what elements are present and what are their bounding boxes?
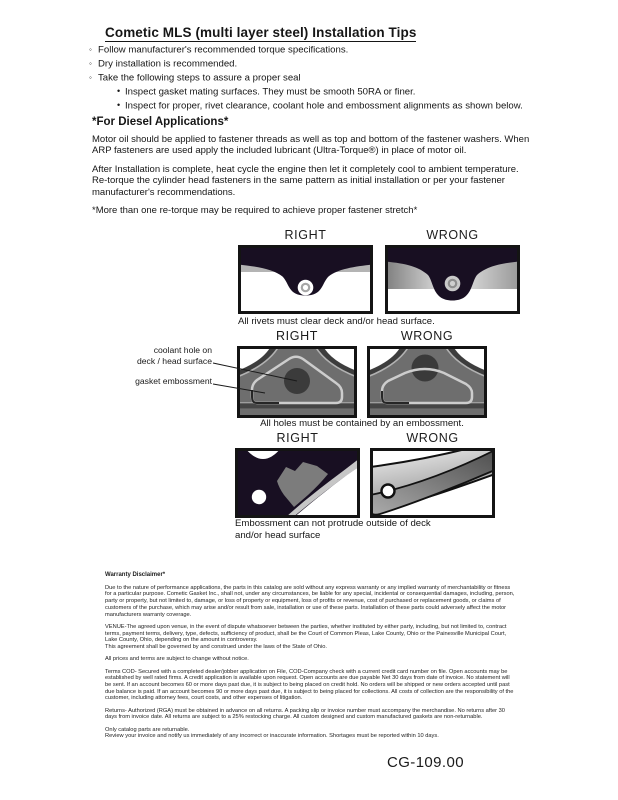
- diesel-paragraph-2: After Installation is complete, heat cycle the engine then let it completely cool to ambient temperature. Re-torque the cylinder head fasteners in the same pattern as initial installation or per your fastener manufacturer's recommendations.: [92, 164, 519, 198]
- legal-paragraph-catalog: [105, 727, 517, 740]
- legal-paragraph-warranty: Due to the nature of performance applications, the parts in this catalog are sold without any express warranty or any implied warranty of merchantability or fitness for a particular purpose. Cometic Gasket Inc., shall not, under any circumstances, be liable for any special, incidental or consequential damages, including, person, party or property, but not limited to, damage, or loss of property or equipment, loss of profits or revenue, cost of purchased or replacement goods, or claims of customers of the purchase, which may arise and/or result from sale, installation or use of these parts. Installation of these parts could adversely affect the motor manufacturers warranty coverage.: [105, 584, 515, 618]
- bullet-item: [89, 43, 549, 57]
- bullet-text: Follow manufacturer's recommended torque specifications.: [98, 44, 349, 56]
- hole-wrong-column: [367, 330, 487, 418]
- rivet-wrong-diagram: [385, 245, 520, 314]
- right-label: RIGHT: [284, 228, 327, 242]
- bullet-icon: ◦: [89, 72, 92, 82]
- legal-invoice-text: Review your invoice and notify us immediately of any incorrect or inaccurate information. Shortages must be reported within 10 days.: [105, 733, 439, 740]
- sub-bullet-text: Inspect for proper, rivet clearance, coolant hole and embossment alignments as shown below.: [125, 100, 523, 112]
- dot-bullet-icon: •: [117, 99, 121, 110]
- sub-bullet-item: [89, 99, 549, 113]
- legal-catalog-text: Only catalog parts are returnable.: [105, 726, 190, 733]
- legal-paragraph-prices: All prices and terms are subject to change without notice.: [105, 656, 249, 663]
- bullet-icon: ◦: [89, 45, 92, 54]
- hole-wrong-diagram: [367, 346, 487, 418]
- legal-paragraph-terms: Terms COD- Secured with a completed dealer/jobber application on File, COD-Company check with a current credit card number on file. Open accounts may be established by well rated firms. A credit application is available upon request. Open accounts are due payable Net 30 days from date of invoice. No statement will be sent. If an account becomes 60 or more days past due, it is subject to being placed on credit hold. No orders will be shipped or new orders accepted until past due balance is paid. If an account becomes 90 or more days past due, it is subject to being placed for collections. All costs of collection are the responsibility of the customer, including attorney fees, court costs, and other expenses of litigation.: [105, 668, 514, 702]
- sub-bullet-item: [89, 85, 549, 99]
- sub-bullet-text: Inspect gasket mating surfaces. They must be smooth 50RA or finer.: [125, 86, 416, 98]
- legal-paragraph-venue: [105, 624, 517, 651]
- wrong-label: WRONG: [406, 431, 459, 445]
- caption-embossment: Embossment can not protrude outside of deck and/or head surface: [235, 518, 431, 541]
- retorque-note: *More than one re-torque may be required to achieve proper fastener stretch*: [92, 205, 418, 216]
- diagram-row-embossment: [235, 432, 495, 518]
- annotation-line: coolant hole on: [153, 345, 212, 355]
- annotation-coolant-hole-label: [104, 345, 212, 367]
- bullet-text: Take the following steps to assure a proper seal: [98, 72, 301, 84]
- legal-venue-text: VENUE-The agreed upon venue, in the event of dispute whatsoever between the parties, whether instituted by either party, including, but not limited to, contract terms, payment terms, delivery, type, defects, sufficiency of product, shall be the Court of Common Pleas, Lake County, Ohio or the Painesville Municipal Court, Lake County, Ohio, depending on the amount in controversy.: [105, 623, 507, 644]
- legal-section: [105, 572, 517, 746]
- bullet-item: [89, 57, 549, 71]
- tips-list: [89, 43, 549, 113]
- bullet-item: [89, 71, 549, 85]
- legal-paragraph-returns: Returns- Authorized (RGA) must be obtained in advance on all returns. A packing slip or invoice number must accompany the merchandise. No returns after 30 days from invoice date. All returns are subject to a 25% restocking charge. All custom designed and custom manufactured gaskets are non-returnable.: [105, 707, 505, 721]
- right-label: RIGHT: [276, 431, 319, 445]
- caption-holes: All holes must be contained by an embossment.: [260, 418, 464, 429]
- annotation-gasket-embossment-label: gasket embossment: [135, 376, 212, 386]
- annotation-leader-lines: [205, 355, 305, 400]
- diesel-section-heading: *For Diesel Applications*: [92, 116, 229, 128]
- diagram-row-rivets: [238, 229, 520, 314]
- wrong-label: WRONG: [400, 329, 454, 343]
- embossment-wrong-column: [370, 432, 495, 518]
- rivet-wrong-column: [385, 229, 520, 314]
- diesel-paragraph-1: Motor oil should be applied to fastener threads as well as top and bottom of the fastener washers. When ARP fasteners are used apply the included lubricant (Ultra-Torque®) in place of motor oil.: [92, 134, 530, 157]
- bullet-icon: ◦: [89, 58, 92, 68]
- legal-heading: Warranty Disclaimer*: [105, 572, 166, 578]
- rivet-right-column: [238, 229, 373, 314]
- right-label: RIGHT: [276, 329, 318, 343]
- dot-bullet-icon: •: [117, 85, 121, 96]
- annotation-line: deck / head surface: [136, 356, 212, 366]
- page-title: Cometic MLS (multi layer steel) Installation Tips: [105, 25, 417, 40]
- legal-governing-law-text: This agreement shall be governed by and construed under the laws of the State of Ohio.: [105, 643, 327, 650]
- bullet-text: Dry installation is recommended.: [98, 58, 238, 70]
- embossment-wrong-diagram: [370, 448, 495, 518]
- page-code: CG-109.00: [387, 754, 464, 771]
- rivet-right-diagram: [238, 245, 373, 314]
- wrong-label: WRONG: [426, 228, 479, 242]
- embossment-right-column: [235, 432, 360, 518]
- caption-rivets: All rivets must clear deck and/or head surface.: [238, 316, 435, 327]
- embossment-right-diagram: [235, 448, 360, 518]
